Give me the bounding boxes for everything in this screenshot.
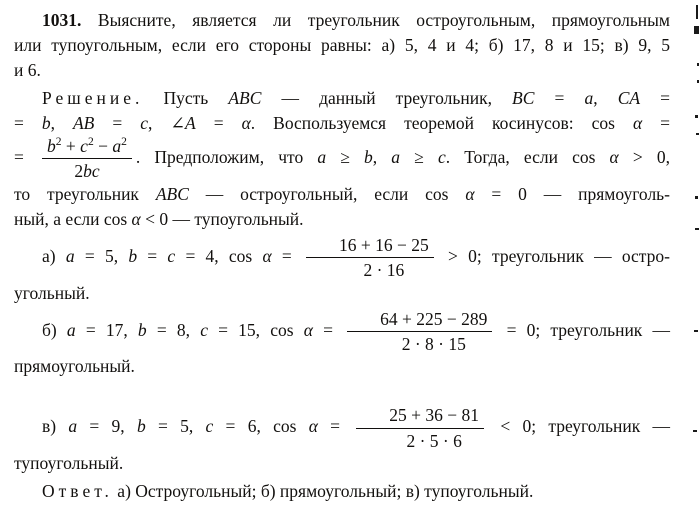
math-text: α [632, 113, 643, 133]
math-text: a [317, 146, 327, 167]
text-run: = 0; треугольник — [496, 319, 670, 340]
text-run: а) [42, 245, 66, 266]
fraction-numerator [42, 136, 132, 159]
text-run: < 0; треугольник — [488, 416, 671, 437]
fraction-denominator [42, 159, 132, 181]
text-run: = [14, 146, 39, 167]
text-run: ный, а если cos [14, 208, 132, 229]
text-run: Решение. [42, 88, 144, 108]
text-line [14, 309, 670, 355]
math-text: c [80, 136, 88, 156]
text-run: тупоугольный. [14, 453, 124, 473]
math-text: b [136, 416, 146, 437]
scan-artifact [694, 26, 699, 34]
fraction [356, 405, 484, 451]
text-run: = 9, [77, 416, 137, 437]
text-run: 2 [87, 136, 94, 149]
text-run: = 5, [145, 416, 206, 437]
text-run: = [642, 113, 671, 133]
text-run: = [14, 113, 42, 133]
text-line [14, 136, 670, 182]
text-run: = 17, [75, 319, 138, 340]
text-line [14, 235, 670, 281]
text-line [14, 182, 670, 207]
math-text: α [609, 146, 619, 167]
text-run: Выясните, является ли треугольник остроугольным, прямоугольным [81, 10, 670, 30]
fraction [347, 309, 492, 355]
text-run: 2 [74, 161, 84, 182]
text-run: = 15, cos [207, 319, 304, 340]
text-run: = [312, 319, 344, 340]
text-run: = 6, cos [213, 416, 309, 437]
text-line [14, 405, 670, 451]
math-text: α [303, 319, 313, 340]
text-run: , [50, 113, 73, 133]
text-run: 2 · 5 · 6 [406, 430, 462, 451]
text-run: 25 + 36 − 81 [389, 405, 480, 426]
text-run: прямоугольный. [14, 356, 135, 377]
scan-artifact [695, 196, 698, 199]
text-run: . Тогда, если cos [445, 146, 610, 167]
text-line [14, 207, 670, 232]
scan-artifact [693, 430, 697, 432]
text-run: = 4, cos [175, 245, 263, 266]
text-block [14, 8, 670, 504]
text-line [14, 479, 670, 504]
text-run: = [534, 88, 585, 108]
text-run: . Предположим, что [135, 146, 318, 167]
math-text: a [584, 88, 594, 108]
paragraph-answer [14, 479, 670, 504]
scan-artifact [694, 330, 698, 332]
math-text: c [437, 146, 446, 167]
text-run: 2 · 8 · 15 [401, 333, 466, 354]
text-run: — остроугольный, если cos [188, 183, 466, 204]
math-text: a [391, 146, 401, 167]
text-run: ≥ [400, 146, 438, 167]
text-line [14, 8, 670, 33]
fraction-numerator [306, 235, 434, 258]
text-run: > 0; треугольник — остро- [437, 245, 671, 266]
fraction-numerator [356, 405, 484, 428]
text-run: 16 + 16 − 25 [339, 234, 429, 255]
text-run: Пусть [143, 88, 229, 108]
fraction-numerator [347, 309, 492, 332]
scan-artifact [697, 63, 699, 66]
paragraph-problem-statement [14, 8, 670, 83]
fraction [42, 136, 132, 182]
math-text: α [131, 208, 141, 229]
text-run: 2 [121, 136, 127, 149]
math-text: b [364, 146, 373, 167]
text-run: , [593, 88, 618, 108]
text-run: ≥ [326, 146, 364, 167]
scan-artifact [697, 80, 699, 83]
math-text: ABC [228, 88, 262, 108]
math-text: α [465, 183, 475, 204]
scan-artifact [695, 228, 699, 230]
math-text: b [41, 113, 51, 133]
text-run: = 0 — прямоуголь- [474, 183, 670, 204]
scan-artifact [696, 133, 699, 135]
scan-artifact [695, 115, 698, 118]
text-run: − [93, 136, 113, 156]
text-run: = [271, 245, 303, 266]
text-run: то треугольник [14, 183, 156, 204]
math-text: c [200, 319, 208, 340]
fraction-denominator [347, 332, 492, 354]
fraction-denominator [356, 429, 484, 451]
paragraph-case-a [14, 235, 670, 306]
text-run: 64 + 225 − 289 [380, 308, 488, 329]
text-line [14, 111, 670, 136]
fraction [306, 235, 434, 281]
text-run: 2 [55, 136, 62, 149]
math-text: a [68, 416, 78, 437]
math-text: c [140, 113, 149, 133]
text-run: , [372, 146, 392, 167]
text-line [14, 281, 670, 306]
math-text: α [241, 113, 251, 133]
fraction-denominator [306, 258, 434, 280]
text-line [14, 451, 670, 476]
text-run: = 5, [74, 245, 129, 266]
text-line [14, 354, 670, 379]
text-run: > 0, [618, 146, 671, 167]
math-text: BC [512, 88, 535, 108]
text-run: = [94, 113, 141, 133]
math-text: ABC [155, 183, 189, 204]
text-run: угольный. [14, 282, 90, 303]
math-text: A [185, 113, 196, 133]
paragraph-case-b [14, 309, 670, 380]
math-text: b [137, 319, 147, 340]
text-run: Ответ. [42, 481, 113, 501]
text-run: = [195, 113, 242, 133]
text-line [14, 86, 670, 111]
math-text: a [65, 245, 75, 266]
text-run: б) [42, 319, 67, 340]
text-run: < 0 — тупоугольный. [140, 208, 304, 229]
math-text: c [205, 416, 214, 437]
text-run: = [317, 416, 353, 437]
paragraph-solution [14, 86, 670, 232]
math-text: c [167, 245, 176, 266]
math-text: b [128, 245, 138, 266]
math-text: α [308, 416, 318, 437]
text-run: + [61, 136, 81, 156]
math-text: AB [72, 113, 95, 133]
math-text: a [112, 136, 122, 156]
text-run: — данный треугольник, [261, 88, 513, 108]
text-run: = 8, [146, 319, 201, 340]
math-text: α [262, 245, 272, 266]
text-run: = [640, 88, 671, 108]
paragraph-case-v [14, 405, 670, 476]
text-run: а) Остроугольный; б) прямоугольный; в) тупоугольный. [112, 481, 534, 501]
math-text: a [66, 319, 76, 340]
math-text: b [47, 136, 56, 156]
text-run: 2 · 16 [363, 260, 405, 281]
math-text: CA [617, 88, 641, 108]
text-line [14, 58, 670, 83]
text-line [14, 33, 670, 58]
text-run: , ∠ [148, 113, 186, 133]
text-run: 1031. [42, 10, 82, 30]
text-run: или тупоугольным, если его стороны равны: а) 5, 4 и 4; б) 17, 8 и 15; в) 9, 5 [14, 35, 670, 55]
math-text: bc [83, 161, 100, 182]
text-run: в) [42, 416, 69, 437]
text-run: . Воспользуемся теоремой косинусов: cos [250, 113, 633, 133]
scan-artifact [696, 5, 698, 19]
text-run: = [137, 245, 168, 266]
text-run: и 6. [14, 60, 41, 80]
